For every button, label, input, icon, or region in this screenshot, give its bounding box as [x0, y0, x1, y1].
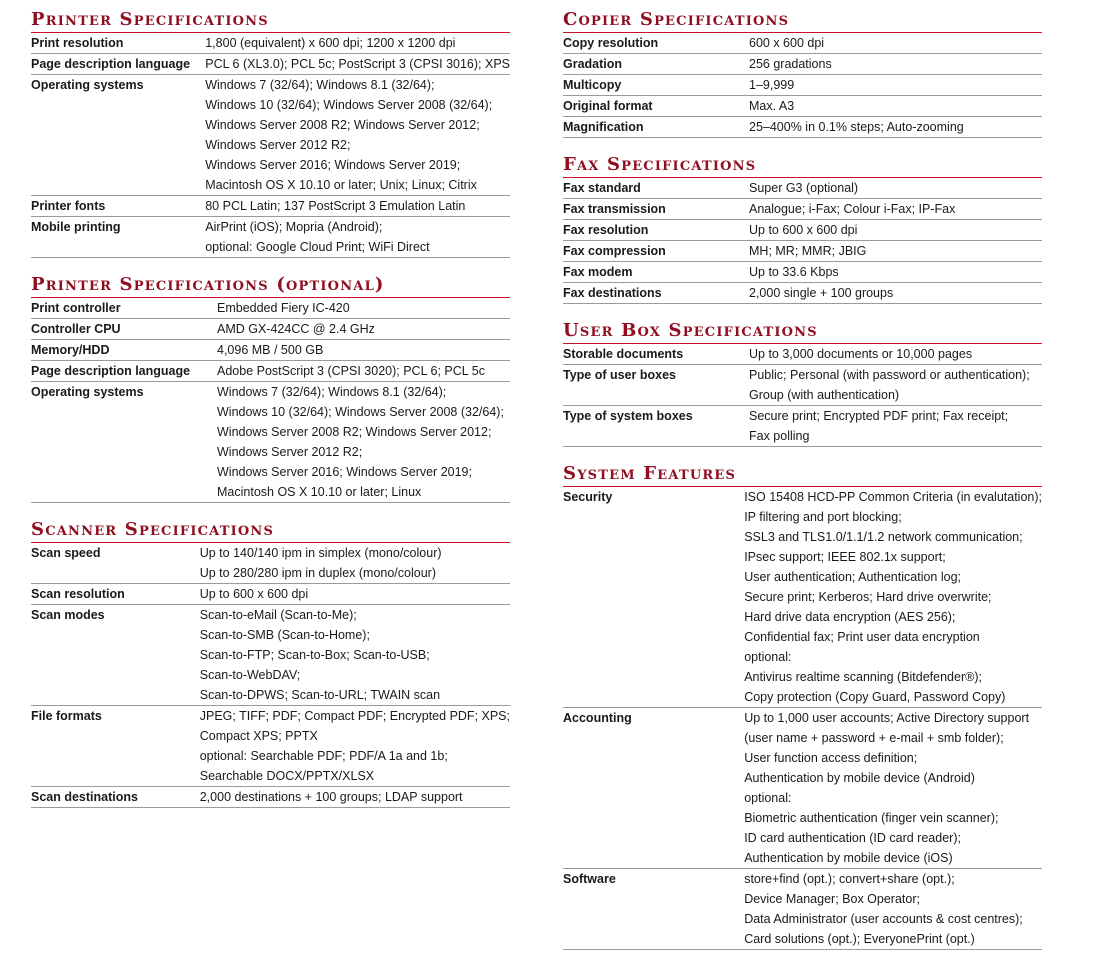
spec-value-line: Fax polling [749, 429, 810, 443]
spec-label: Multicopy [563, 75, 749, 96]
spec-label: Scan destinations [31, 787, 200, 808]
spec-value-line: (user name + password + e-mail + smb folder); [744, 731, 1004, 745]
spec-value-line: 600 x 600 dpi [749, 36, 825, 50]
spec-value-line: Authentication by mobile device (iOS) [744, 851, 953, 865]
spec-label: Accounting [563, 708, 744, 869]
spec-value-line: Card solutions (opt.); EveryonePrint (opt.) [744, 932, 975, 946]
spec-row-print-controller [31, 298, 510, 319]
spec-value [749, 283, 1042, 304]
spec-value-line: Analogue; i-Fax; Colour i-Fax; IP-Fax [749, 202, 956, 216]
section-printer-specifications [31, 8, 510, 258]
spec-value-line: Windows Server 2016; Windows Server 2019; [205, 158, 461, 172]
spec-value-line: Antivirus realtime scanning (Bitdefender®); [744, 670, 982, 684]
section-system-features [563, 462, 1042, 950]
spec-label: Scan speed [31, 543, 200, 584]
spec-value-line: Macintosh OS X 10.10 or later; Unix; Linux; Citrix [205, 178, 477, 192]
spec-value-line: Windows 7 (32/64); Windows 8.1 (32/64); [205, 78, 435, 92]
spec-row-operating-systems [31, 382, 510, 503]
section-fax-specifications [563, 153, 1042, 304]
spec-table [31, 543, 510, 808]
spec-row-magnification [563, 117, 1042, 138]
spec-row-gradation [563, 54, 1042, 75]
spec-value [205, 75, 510, 196]
spec-value-line: Embedded Fiery IC-420 [217, 301, 350, 315]
spec-value-line: MH; MR; MMR; JBIG [749, 244, 867, 258]
spec-value-line: AMD GX-424CC @ 2.4 GHz [217, 322, 375, 336]
spec-value-line: Up to 140/140 ipm in simplex (mono/colour) [199, 546, 442, 560]
spec-value [200, 605, 510, 706]
left-column [31, 8, 510, 823]
spec-value-line: Secure print; Kerberos; Hard drive overwrite; [744, 590, 992, 604]
spec-value-line: Scan-to-WebDAV; [199, 668, 301, 682]
spec-value-line: Up to 280/280 ipm in duplex (mono/colour) [199, 566, 436, 580]
spec-value-line: 1–9,999 [749, 78, 795, 92]
spec-value [744, 708, 1042, 869]
spec-value [749, 117, 1042, 138]
spec-value-line: Adobe PostScript 3 (CPSI 3020); PCL 6; PCL 5c [217, 364, 485, 378]
spec-value-line: optional: Searchable PDF; PDF/A 1a and 1b; [199, 749, 448, 763]
spec-label: Fax transmission [563, 199, 749, 220]
spec-value [749, 96, 1042, 117]
spec-value-line: Windows Server 2008 R2; Windows Server 2012; [205, 118, 480, 132]
spec-value-line: Windows Server 2008 R2; Windows Server 2012; [217, 425, 492, 439]
section-scanner-specifications [31, 518, 510, 808]
spec-value [200, 543, 510, 584]
spec-value-line: Scan-to-FTP; Scan-to-Box; Scan-to-USB; [199, 648, 430, 662]
spec-row-software [563, 869, 1042, 950]
spec-value-line: optional: [744, 791, 792, 805]
spec-value [749, 344, 1042, 365]
spec-value-line: Windows 10 (32/64); Windows Server 2008 (32/64); [217, 405, 504, 419]
section-user-box-specifications [563, 319, 1042, 447]
spec-row-fax-compression [563, 241, 1042, 262]
spec-value [749, 33, 1042, 54]
spec-row-scan-destinations [31, 787, 510, 808]
spec-value-line: Windows Server 2012 R2; [205, 138, 351, 152]
spec-label: Printer fonts [31, 196, 205, 217]
spec-value-line: optional: [744, 650, 792, 664]
spec-row-copy-resolution [563, 33, 1042, 54]
spec-table [31, 33, 510, 258]
spec-label: Fax standard [563, 178, 749, 199]
spec-value-line: Authentication by mobile device (Android) [744, 771, 975, 785]
spec-row-printer-fonts [31, 196, 510, 217]
spec-value-line: Up to 3,000 documents or 10,000 pages [749, 347, 973, 361]
spec-label: Fax modem [563, 262, 749, 283]
spec-row-page-description-language [31, 361, 510, 382]
spec-value-line: Copy protection (Copy Guard, Password Copy) [744, 690, 1006, 704]
spec-row-type-of-user-boxes [563, 365, 1042, 406]
spec-label: Scan resolution [31, 584, 200, 605]
spec-label: Magnification [563, 117, 749, 138]
spec-value [744, 487, 1042, 708]
spec-value-line: SSL3 and TLS1.0/1.1/1.2 network communication; [744, 530, 1023, 544]
spec-value [205, 217, 510, 258]
spec-value-line: Searchable DOCX/PPTX/XLSX [199, 769, 375, 783]
spec-value-line: store+find (opt.); convert+share (opt.); [744, 872, 955, 886]
spec-value-line: Macintosh OS X 10.10 or later; Linux [217, 485, 422, 499]
spec-value-line: Max. A3 [749, 99, 795, 113]
spec-row-memory-hdd [31, 340, 510, 361]
spec-label: Operating systems [31, 382, 217, 503]
spec-value-line: Up to 1,000 user accounts; Active Directory support [744, 711, 1030, 725]
spec-value-line: Scan-to-DPWS; Scan-to-URL; TWAIN scan [199, 688, 441, 702]
spec-value-line: Windows Server 2012 R2; [217, 445, 363, 459]
spec-row-scan-modes [31, 605, 510, 706]
spec-value-line: Biometric authentication (finger vein scanner); [744, 811, 999, 825]
spec-value-line: 2,000 single + 100 groups [749, 286, 894, 300]
spec-value-line: ID card authentication (ID card reader); [744, 831, 961, 845]
spec-value-line: Windows 7 (32/64); Windows 8.1 (32/64); [217, 385, 447, 399]
spec-value-line: JPEG; TIFF; PDF; Compact PDF; Encrypted PDF; XPS; [199, 709, 510, 723]
spec-value [744, 869, 1042, 950]
spec-value-line: Device Manager; Box Operator; [744, 892, 920, 906]
spec-label: File formats [31, 706, 200, 787]
spec-label: Scan modes [31, 605, 200, 706]
spec-row-controller-cpu [31, 319, 510, 340]
spec-row-page-description-language [31, 54, 510, 75]
spec-row-security [563, 487, 1042, 708]
spec-row-fax-destinations [563, 283, 1042, 304]
spec-row-file-formats [31, 706, 510, 787]
spec-value-line: Hard drive data encryption (AES 256); [744, 610, 956, 624]
spec-value-line: PCL 6 (XL3.0); PCL 5c; PostScript 3 (CPSI 3016); XPS [205, 57, 510, 71]
spec-value [217, 298, 510, 319]
spec-value [749, 54, 1042, 75]
spec-value-line: 256 gradations [749, 57, 832, 71]
spec-row-fax-transmission [563, 199, 1042, 220]
spec-label: Memory/HDD [31, 340, 217, 361]
spec-label: Mobile printing [31, 217, 205, 258]
spec-value [749, 178, 1042, 199]
section-title: Printer Specifications [31, 8, 510, 33]
spec-table [563, 33, 1042, 138]
section-title: Scanner Specifications [31, 518, 510, 543]
spec-row-operating-systems [31, 75, 510, 196]
spec-row-fax-modem [563, 262, 1042, 283]
section-title: User Box Specifications [563, 319, 1042, 344]
spec-label: Original format [563, 96, 749, 117]
spec-value [200, 787, 510, 808]
spec-value-line: Secure print; Encrypted PDF print; Fax receipt; [749, 409, 1009, 423]
spec-value-line: Compact XPS; PPTX [199, 729, 318, 743]
spec-label: Type of user boxes [563, 365, 749, 406]
spec-value-line: Windows Server 2016; Windows Server 2019; [217, 465, 472, 479]
spec-label: Type of system boxes [563, 406, 749, 447]
spec-label: Print resolution [31, 33, 205, 54]
spec-value-line: IP filtering and port blocking; [744, 510, 902, 524]
spec-value-line: Up to 600 x 600 dpi [749, 223, 858, 237]
spec-value-line: Public; Personal (with password or authentication); [749, 368, 1030, 382]
spec-value [749, 220, 1042, 241]
spec-value [200, 584, 510, 605]
spec-row-mobile-printing [31, 217, 510, 258]
spec-row-scan-resolution [31, 584, 510, 605]
spec-label: Operating systems [31, 75, 205, 196]
spec-row-multicopy [563, 75, 1042, 96]
spec-value-line: 4,096 MB / 500 GB [217, 343, 324, 357]
spec-value-line: Scan-to-SMB (Scan-to-Home); [199, 628, 370, 642]
spec-value-line: AirPrint (iOS); Mopria (Android); [205, 220, 383, 234]
spec-label: Print controller [31, 298, 217, 319]
spec-value-line: Confidential fax; Print user data encryption [744, 630, 980, 644]
section-title: Fax Specifications [563, 153, 1042, 178]
spec-value [749, 199, 1042, 220]
spec-row-original-format [563, 96, 1042, 117]
spec-label: Fax resolution [563, 220, 749, 241]
spec-label: Controller CPU [31, 319, 217, 340]
spec-label: Security [563, 487, 744, 708]
spec-row-storable-documents [563, 344, 1042, 365]
spec-value-line: ISO 15408 HCD-PP Common Criteria (in evalutation); [744, 490, 1042, 504]
spec-value-line: Up to 33.6 Kbps [749, 265, 839, 279]
spec-row-accounting [563, 708, 1042, 869]
spec-row-print-resolution [31, 33, 510, 54]
section-title: System Features [563, 462, 1042, 487]
right-column [563, 8, 1042, 965]
spec-table [563, 487, 1042, 950]
spec-value-line: 25–400% in 0.1% steps; Auto-zooming [749, 120, 964, 134]
section-copier-specifications [563, 8, 1042, 138]
spec-row-scan-speed [31, 543, 510, 584]
spec-value-line: Data Administrator (user accounts & cost centres); [744, 912, 1023, 926]
spec-label: Page description language [31, 54, 205, 75]
spec-value-line: IPsec support; IEEE 802.1x support; [744, 550, 946, 564]
spec-value [217, 319, 510, 340]
spec-value [749, 241, 1042, 262]
spec-value [749, 406, 1042, 447]
spec-value-line: 80 PCL Latin; 137 PostScript 3 Emulation Latin [205, 199, 466, 213]
spec-value [749, 75, 1042, 96]
spec-label: Software [563, 869, 744, 950]
spec-label: Fax destinations [563, 283, 749, 304]
spec-table [31, 298, 510, 503]
spec-label: Gradation [563, 54, 749, 75]
spec-table [563, 344, 1042, 447]
section-printer-specifications-optional [31, 273, 510, 503]
spec-value-line: User function access definition; [744, 751, 918, 765]
section-title: Printer Specifications (optional) [31, 273, 510, 298]
spec-table [563, 178, 1042, 304]
spec-value-line: Windows 10 (32/64); Windows Server 2008 (32/64); [205, 98, 493, 112]
spec-value-line: optional: Google Cloud Print; WiFi Direct [205, 240, 430, 254]
spec-value [205, 54, 510, 75]
spec-value [200, 706, 510, 787]
spec-value [217, 340, 510, 361]
spec-label: Copy resolution [563, 33, 749, 54]
spec-value [749, 262, 1042, 283]
spec-label: Storable documents [563, 344, 749, 365]
spec-value-line: Up to 600 x 600 dpi [199, 587, 309, 601]
spec-value [205, 196, 510, 217]
spec-row-fax-standard [563, 178, 1042, 199]
spec-value-line: Group (with authentication) [749, 388, 900, 402]
spec-label: Fax compression [563, 241, 749, 262]
spec-row-fax-resolution [563, 220, 1042, 241]
spec-value [217, 382, 510, 503]
spec-value [217, 361, 510, 382]
spec-value-line: 1,800 (equivalent) x 600 dpi; 1200 x 1200 dpi [205, 36, 456, 50]
spec-value [205, 33, 510, 54]
spec-label: Page description language [31, 361, 217, 382]
spec-value [749, 365, 1042, 406]
spec-value-line: Scan-to-eMail (Scan-to-Me); [199, 608, 357, 622]
spec-value-line: Super G3 (optional) [749, 181, 859, 195]
spec-row-type-of-system-boxes [563, 406, 1042, 447]
spec-value-line: User authentication; Authentication log; [744, 570, 961, 584]
section-title: Copier Specifications [563, 8, 1042, 33]
spec-value-line: 2,000 destinations + 100 groups; LDAP support [199, 790, 463, 804]
